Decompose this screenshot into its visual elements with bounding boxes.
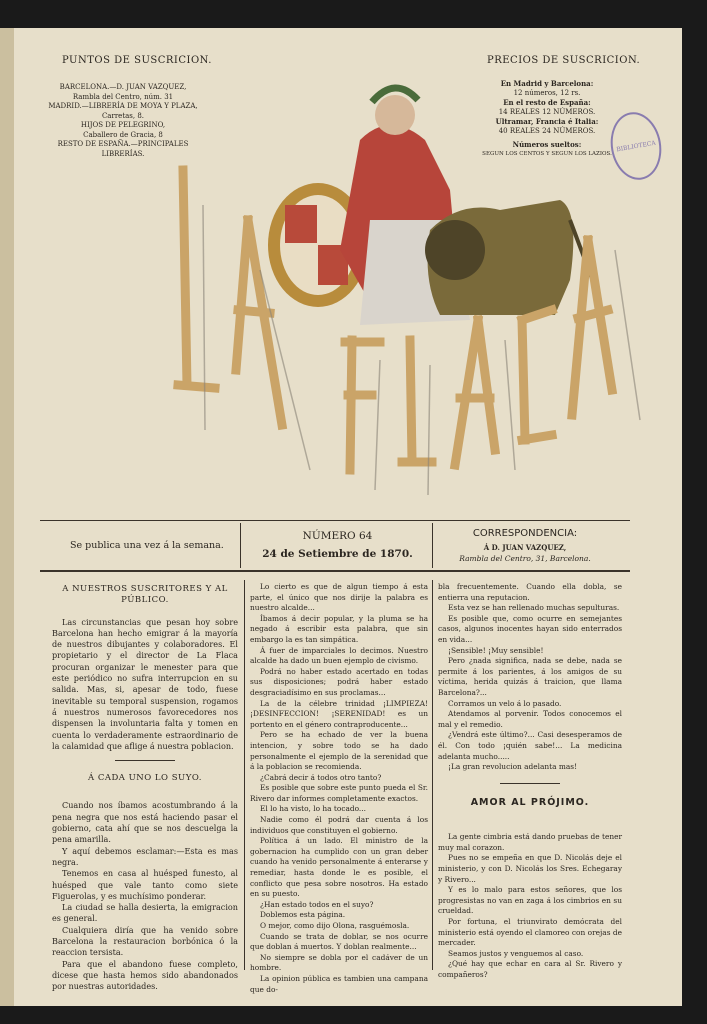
article-paragraph: Doblemos esta página. [260,910,346,920]
article-paragraph: Esta vez se han rellenado muchas sepulturas. [448,603,620,613]
article-paragraph: Las circunstancias que pesan hoy sobre Barcelona han hecho emigrar á la mayoría de nuestros dibujantes y colaboradores. El propietario y el director de La Flaca procuran organizar le menester para que este periódico no sufra interrupcion en su salida. Mas, si, apesar de todo, fuese inevitable su temporal suspension, rogamos á nuestros numerosos favorecedores nos dispensen la involuntaria falta y tomen en cuenta lo verdaderamente estraordinario de la calamidad que aflige á nuestra poblacion. [52,616,238,751]
issue-date: 24 de Setiembre de 1870. [262,548,413,560]
right-header-line: 40 REALES 24 NÚMEROS. [498,126,596,135]
divider [115,760,175,761]
article-paragraph: Nadie como él podrá dar cuenta á los individuos que constituyen el gobierno. [250,815,428,835]
article-paragraph: La opinion pública es tambien una campana que do- [250,973,428,994]
left-header-line: Rambla del Centro, núm. 31 [72,92,174,101]
article-heading: AMOR AL PRÓJIMO. [470,796,590,808]
divider [432,523,433,568]
article-paragraph: bla frecuentemente. Cuando ella dobla, se entierra una reputacion. [438,582,622,602]
article-paragraph: ¿Vendrá este último?... Casi desesperamos de él. Con todo ¡quién sabe!... La medicina adelanta mucho..... [438,730,622,761]
divider [40,520,630,521]
left-header-line: HIJOS DE PELEGRINO, [80,121,166,129]
article-paragraph: O mejor, como dijo Olona, rasguémosla. [260,921,410,930]
divider [40,570,630,572]
stamp-text: BIBLIOTECA [615,139,657,153]
article-paragraph: Podrá no haber estado acertado en todas sus disposiciones; podrá haber estado desgraciadísimo en sus proclamas... [250,666,428,697]
article-paragraph: ¡Sensible! ¡Muy sensible! [448,645,544,655]
article-paragraph: No siempre se dobla por el cadáver de un hombre. [250,952,428,973]
article-paragraph: ¡La gran revolucion adelanta mas! [448,762,578,772]
article-paragraph: Lo cierto es que de algun tiempo á esta parte, el único que nos dirije la palabra es nuestro alcalde... [250,582,428,613]
right-header-line: Ultramar, Francia é Italia: [495,117,599,126]
article-paragraph: ¿Cabrá decir á todos otro tanto? [260,772,382,782]
left-header-line: BARCELONA.—D. JUAN VAZQUEZ, [59,83,187,91]
left-header-title: PUNTOS DE SUSCRICION. [62,55,212,66]
right-header-line: En Madrid y Barcelona: [500,79,594,88]
article-paragraph: Es posible que, como ocurre en semejantes casos, algunos inocentes hayan sido enterrados en vida... [438,613,622,644]
article-paragraph: Es posible que sobre este punto pueda el Sr. Rivero dar informes completamente exactos. [250,783,428,803]
article-paragraph: Á fuer de imparciales lo decimos. Nuestro alcalde ha dado un buen ejemplo de civismo. [250,645,428,666]
book-spine [0,28,14,1006]
column-1 [52,584,238,993]
issue-number: NÚMERO 64 [302,530,373,542]
right-header-line: 12 números, 12 rs. [513,88,581,97]
article-paragraph: Y aquí debemos esclamar:—Esta es mas negra. [52,845,238,867]
divider [500,783,560,784]
correspondence-address: Rambla del Centro, 31, Barcelona. [459,554,591,563]
right-header-line: SEGUN LOS CENTOS Y SEGUN LOS LAZIOS. [482,150,612,157]
article-paragraph: Seamos justos y venguemos al caso. [448,948,584,958]
article-paragraph: Cuando nos íbamos acostumbrando á la pena negra que nos está haciendo pasar el gobierno, cata ahí que se nos descuelga la pena amarilla. [52,800,238,845]
article-paragraph: ¿Han estado todos en el suyo? [260,899,374,909]
column-divider [244,580,245,970]
column-divider [432,580,433,970]
divider [240,523,241,568]
correspondence-name: Á D. JUAN VAZQUEZ, [483,543,567,552]
article-paragraph: Para que el abandono fuese completo, dicese que hasta hemos sido abandonados por nuestras autoridades. [52,958,238,992]
article-paragraph: Tenemos en casa al huésped funesto, al huésped que vale tanto como siete Figuerolas, y es muchísimo ponderar. [52,868,238,901]
left-header-line: LIBRERÍAS. [101,149,145,158]
left-header-line: MADRID.—LIBRERÍA DE MOYA Y PLAZA, [48,102,198,110]
article-paragraph: ¿Qué hay que echar en cara al Sr. Rivero y compañeros? [438,959,622,979]
left-header-line: Caballero de Gracia, 8 [83,130,163,139]
article-paragraph: La ciudad se halla desierta, la emigracion es general. [52,902,238,924]
article-paragraph: Por fortuna, el triunvirato demócrata del ministerio está oyendo el clamoreo con orejas de mercader. [438,917,622,948]
article-paragraph: Y es lo malo para estos señores, que los progresistas no van en zaga á los cimbrios en su crueldad. [438,885,622,916]
left-header-line: Carretas, 8. [101,111,145,120]
column-3 [438,582,622,981]
article-paragraph: Corramos un velo á lo pasado. [448,698,562,708]
right-header-line: En el resto de España: [503,98,591,107]
article-paragraph: Pues no se empeña en que D. Nicolás deje el ministerio, y con D. Nicolás los Sres. Echegaray y Rivero... [438,853,622,884]
article-heading: Á CADA UNO LO SUYO. [88,773,202,784]
left-header-line: RESTO DE ESPAÑA.—PRINCIPALES [57,140,189,148]
article-paragraph: Cuando se trata de doblar, se nos ocurre que doblan á muertos. Y doblan realmente... [250,931,428,952]
right-header-line: Números sueltos: [512,140,582,149]
right-header-title: PRECIOS DE SUSCRICION. [487,55,641,66]
article-paragraph: Pero se ha echado de ver la buena intencion, y sobre todo se ha dado personalmente el ejemplo de la serenidad que á la poblacion se recomienda. [250,730,428,772]
article-paragraph: La de la célebre trinidad ¡LIMPIEZA! ¡DESINFECCION! ¡SERENIDAD! es un portento en el género contraproducente... [250,698,428,729]
article-heading: A NUESTROS SUSCRITORES Y AL PÚBLICO. [62,584,228,606]
article-paragraph: Íbamos á decir popular, y la pluma se ha negado á escribir esta palabra, que sin embargo la es tan simpática. [250,613,428,644]
frequency-note: Se publica una vez á la semana. [70,540,224,551]
article-paragraph: Pero ¿nada significa, nada se debe, nada se permite á los parientes, á los amigos de su víctima, herida quizás á traicion, que llama Barcelona?... [438,656,622,697]
article-paragraph: El lo ha visto, lo ha tocado... [260,804,366,814]
column-2 [250,582,428,995]
correspondence-title: CORRESPONDENCIA: [472,528,578,539]
right-header-line: 14 REALES 12 NÚMEROS. [498,107,596,116]
article-paragraph: Atendamos al porvenir. Todos conocemos el mal y el remedio. [438,709,622,729]
article-paragraph: La gente cimbria está dando pruebas de tener muy mal corazon. [438,832,622,852]
article-paragraph: Cualquiera diría que ha venido sobre Barcelona la restauracion borbónica ó la reaccion tersista. [52,924,238,958]
article-paragraph: Política á un lado. El ministro de la gobernacion ha cumplido con un gran deber cuando ha venido personalmente á enterarse y remediar, hasta donde le es posible, el conflicto que pesa sobre nosotros. Ha estado en su puesto. [250,836,428,899]
